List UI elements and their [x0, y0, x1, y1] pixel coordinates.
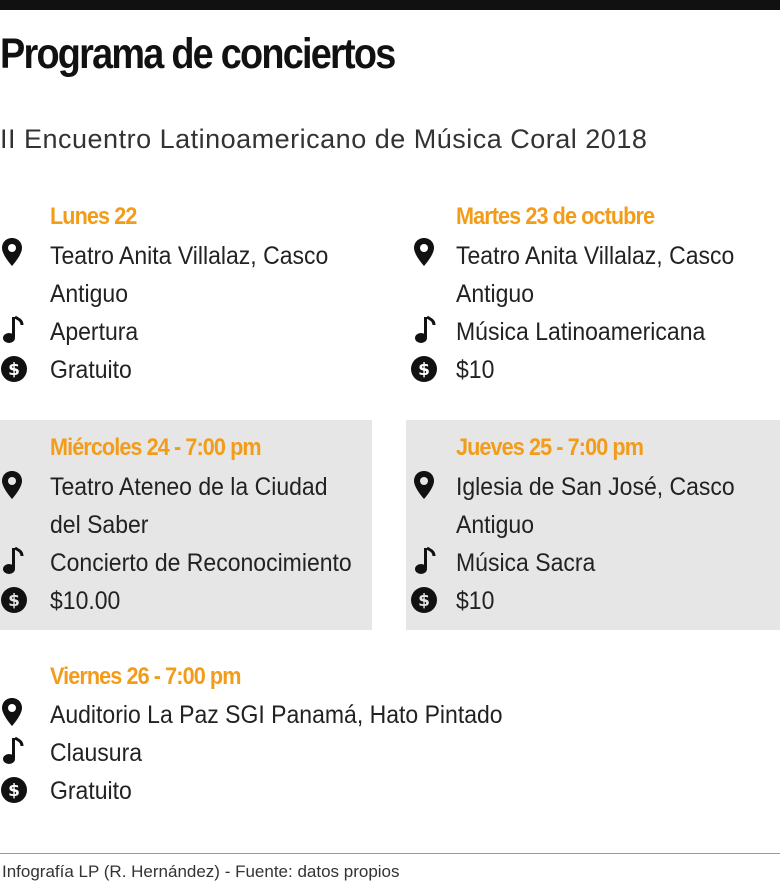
event-venue: Auditorio La Paz SGI Panamá, Hato Pintado [50, 701, 503, 729]
event-card-wednesday [0, 420, 372, 630]
event-program: Música Latinoamericana [456, 318, 706, 346]
event-day: Martes 23 de octubre [456, 203, 655, 230]
event-venue-cont: Antiguo [456, 280, 535, 308]
event-program: Concierto de Reconocimiento [50, 549, 352, 577]
location-pin-icon [412, 470, 442, 500]
event-day: Viernes 26 - 7:00 pm [50, 663, 241, 690]
page-subtitle: II Encuentro Latinoamericano de Música Coral 2018 [0, 124, 648, 154]
event-program: Apertura [50, 318, 139, 346]
svg-text:$: $ [8, 360, 20, 380]
svg-text:$: $ [8, 781, 20, 801]
event-venue: Teatro Anita Villalaz, Casco [50, 242, 329, 270]
footer-credit: Infografía LP (R. Hernández) - Fuente: datos propios [2, 862, 400, 881]
event-venue-cont: Antiguo [50, 280, 129, 308]
event-venue: Teatro Ateneo de la Ciudad [50, 473, 328, 501]
event-price: $10 [456, 356, 495, 384]
svg-text:$: $ [418, 360, 430, 380]
footer-divider [0, 853, 780, 854]
event-day: Jueves 25 - 7:00 pm [456, 434, 644, 461]
event-day: Lunes 22 [50, 203, 137, 230]
dollar-coin-icon [0, 776, 30, 806]
event-price: Gratuito [50, 356, 132, 384]
music-note-icon [0, 315, 30, 345]
dollar-coin-icon [410, 355, 440, 385]
location-pin-icon [0, 237, 30, 267]
event-program: Música Sacra [456, 549, 596, 577]
svg-text:$: $ [418, 591, 430, 611]
page-title: Programa de conciertos [0, 30, 395, 78]
event-day: Miércoles 24 - 7:00 pm [50, 434, 261, 461]
event-card-tuesday [406, 195, 780, 395]
location-pin-icon [0, 697, 30, 727]
event-venue-cont: del Saber [50, 511, 149, 539]
svg-text:$: $ [8, 591, 20, 611]
event-venue: Teatro Anita Villalaz, Casco [456, 242, 735, 270]
dollar-coin-icon [0, 586, 30, 616]
music-note-icon [0, 736, 30, 766]
event-venue-cont: Antiguo [456, 511, 535, 539]
top-bar [0, 0, 780, 10]
dollar-coin-icon [0, 355, 30, 385]
event-venue: Iglesia de San José, Casco [456, 473, 735, 501]
music-note-icon [0, 546, 30, 576]
event-card-monday [0, 195, 372, 395]
event-card-thursday [406, 420, 780, 630]
event-price: $10 [456, 587, 495, 615]
music-note-icon [412, 546, 442, 576]
music-note-icon [412, 315, 442, 345]
event-price: $10.00 [50, 587, 121, 615]
location-pin-icon [0, 470, 30, 500]
event-card-friday [0, 655, 780, 815]
event-price: Gratuito [50, 777, 132, 805]
dollar-coin-icon [410, 586, 440, 616]
location-pin-icon [412, 237, 442, 267]
event-program: Clausura [50, 739, 143, 767]
